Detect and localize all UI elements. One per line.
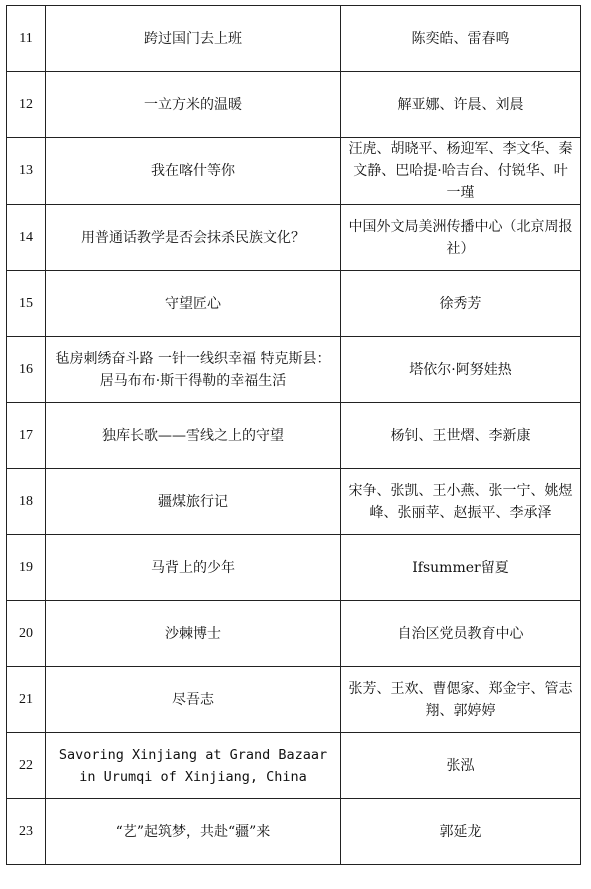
author-names: 塔依尔·阿努娃热 [341, 337, 581, 403]
work-title: 疆煤旅行记 [46, 469, 341, 535]
table-row [7, 138, 581, 205]
author-names: 解亚娜、许晨、刘晨 [341, 72, 581, 138]
row-number: 21 [7, 667, 46, 733]
table-row [7, 667, 581, 733]
work-title: 尽吾志 [46, 667, 341, 733]
work-title: “艺”起筑梦，共赴“疆”来 [46, 799, 341, 865]
work-title: 毡房刺绣奋斗路 一针一线织幸福 特克斯县：居马布布·斯干得勒的幸福生活 [46, 337, 341, 403]
row-number: 18 [7, 469, 46, 535]
work-title: 守望匠心 [46, 271, 341, 337]
table-row [7, 535, 581, 601]
row-number: 20 [7, 601, 46, 667]
table-row [7, 733, 581, 799]
awards-table [6, 5, 581, 865]
table-row [7, 799, 581, 865]
author-names: Ifsummer留夏 [341, 535, 581, 601]
table-row [7, 403, 581, 469]
row-number: 13 [7, 138, 46, 205]
table-row [7, 72, 581, 138]
author-names: 自治区党员教育中心 [341, 601, 581, 667]
row-number: 15 [7, 271, 46, 337]
author-names: 陈奕皓、雷春鸣 [341, 6, 581, 72]
work-title: 一立方米的温暖 [46, 72, 341, 138]
table-row [7, 601, 581, 667]
table-row [7, 205, 581, 271]
row-number: 19 [7, 535, 46, 601]
work-title: Savoring Xinjiang at Grand Bazaar in Urumqi of Xinjiang, China [46, 733, 341, 799]
author-names: 中国外文局美洲传播中心（北京周报社） [341, 205, 581, 271]
row-number: 12 [7, 72, 46, 138]
row-number: 22 [7, 733, 46, 799]
work-title: 马背上的少年 [46, 535, 341, 601]
author-names: 宋争、张凯、王小燕、张一宁、姚煜峰、张丽苹、赵振平、李承泽 [341, 469, 581, 535]
row-number: 16 [7, 337, 46, 403]
row-number: 14 [7, 205, 46, 271]
work-title: 跨过国门去上班 [46, 6, 341, 72]
author-names: 张芳、王欢、曹偲家、郑金宇、管志翔、郭婷婷 [341, 667, 581, 733]
work-title: 独库长歌——雪线之上的守望 [46, 403, 341, 469]
row-number: 23 [7, 799, 46, 865]
author-names: 张泓 [341, 733, 581, 799]
work-title: 沙棘博士 [46, 601, 341, 667]
author-names: 郭延龙 [341, 799, 581, 865]
table-row [7, 6, 581, 72]
row-number: 17 [7, 403, 46, 469]
author-names: 汪虎、胡晓平、杨迎军、李文华、秦文静、巴哈提·哈吉台、付锐华、叶一瑾 [341, 138, 581, 205]
table-row [7, 271, 581, 337]
work-title: 我在喀什等你 [46, 138, 341, 205]
author-names: 徐秀芳 [341, 271, 581, 337]
author-names: 杨钊、王世熠、李新康 [341, 403, 581, 469]
table-row [7, 337, 581, 403]
work-title: 用普通话教学是否会抹杀民族文化？ [46, 205, 341, 271]
table-row [7, 469, 581, 535]
row-number: 11 [7, 6, 46, 72]
